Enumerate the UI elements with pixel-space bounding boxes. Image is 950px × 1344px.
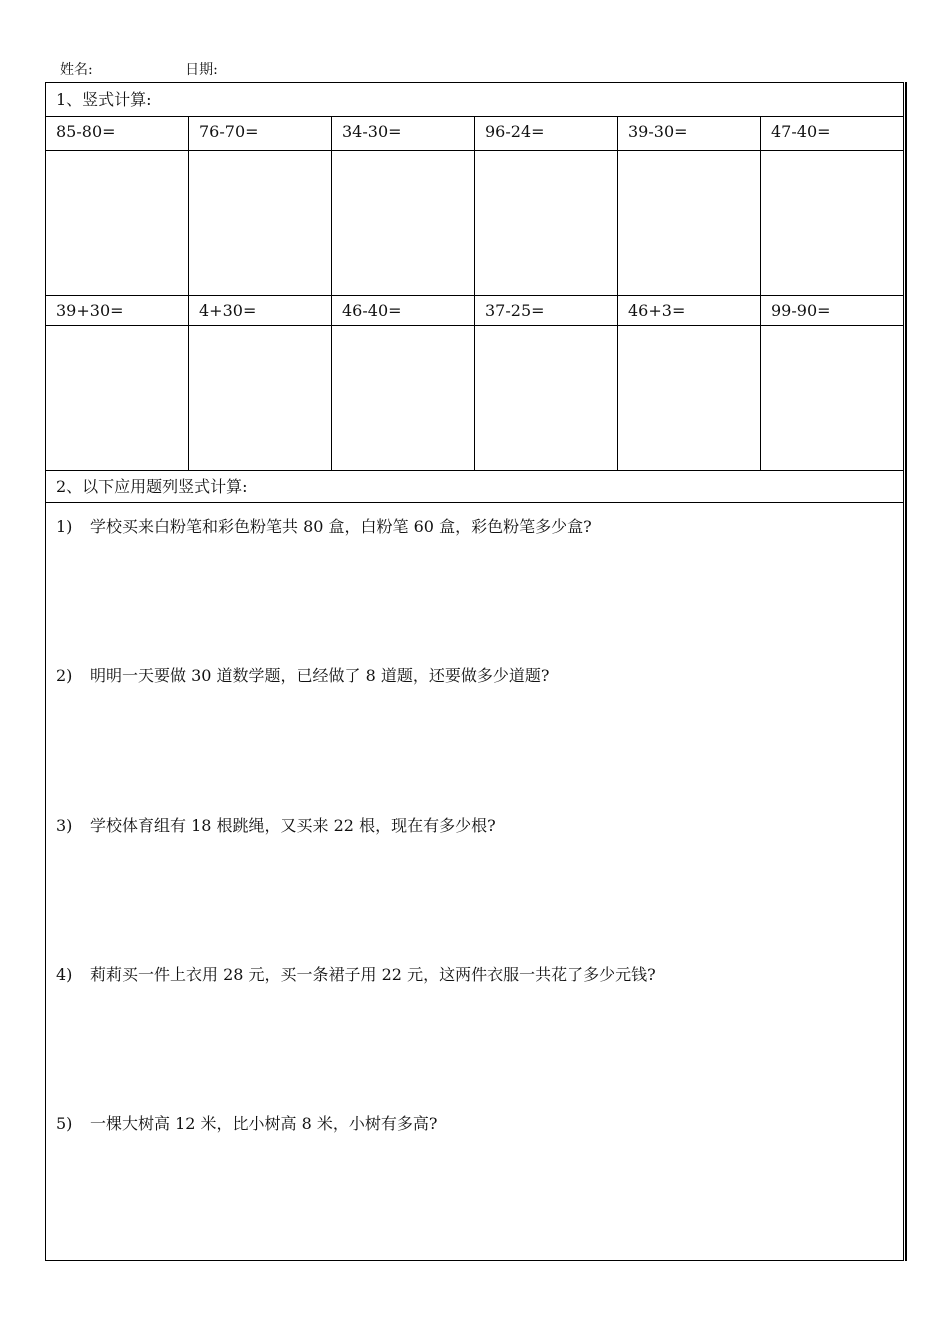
work-row-1: [46, 151, 903, 296]
word-problem: [56, 1112, 437, 1136]
problem-number: 5): [56, 1114, 73, 1133]
work-space[interactable]: [475, 326, 618, 470]
arithmetic-problem: 46+3=: [618, 296, 761, 325]
name-label: 姓名:: [60, 62, 93, 78]
word-problem: [56, 963, 656, 987]
work-space[interactable]: [618, 326, 761, 470]
section1-title-text: 1、竖式计算:: [56, 90, 152, 109]
arithmetic-problem: 4+30=: [189, 296, 332, 325]
table-right-border: [905, 82, 907, 1261]
arithmetic-problem: 47-40=: [771, 122, 831, 141]
problem-text: 明明一天要做 30 道数学题，已经做了 8 道题，还要做多少道题?: [90, 666, 550, 685]
work-space[interactable]: [332, 151, 475, 295]
arithmetic-problem: 39-30=: [618, 117, 761, 150]
section1-title: [46, 83, 903, 117]
problem-text: 学校体育组有 18 根跳绳，又买来 22 根，现在有多少根?: [90, 816, 496, 835]
arithmetic-problem: 46-40=: [332, 296, 475, 325]
problem-text: 学校买来白粉笔和彩色粉笔共 80 盒，白粉笔 60 盒，彩色粉笔多少盒?: [90, 517, 592, 536]
problem-number: 4): [56, 965, 73, 984]
work-space[interactable]: [618, 151, 761, 295]
problem-text: 莉莉买一件上衣用 28 元，买一条裙子用 22 元，这两件衣服一共花了多少元钱?: [90, 965, 656, 984]
arithmetic-problem: 96-24=: [475, 117, 618, 150]
problem-row-2: [46, 296, 903, 326]
work-space[interactable]: [475, 151, 618, 295]
worksheet-table: [45, 82, 904, 1261]
arithmetic-problem: 99-90=: [771, 301, 831, 320]
work-space[interactable]: [46, 326, 189, 470]
problem-number: 2): [56, 666, 73, 685]
arithmetic-problem: 34-30=: [332, 117, 475, 150]
problem-number: 1): [56, 517, 73, 536]
work-space[interactable]: [46, 151, 189, 295]
work-space[interactable]: [189, 151, 332, 295]
date-label: 日期:: [185, 62, 218, 78]
worksheet-header: [60, 60, 218, 80]
work-space[interactable]: [332, 326, 475, 470]
work-space[interactable]: [761, 151, 903, 295]
word-problem: [56, 814, 496, 838]
problem-text: 一棵大树高 12 米，比小树高 8 米，小树有多高?: [90, 1114, 438, 1133]
arithmetic-problem: 76-70=: [189, 117, 332, 150]
section2-title-text: 2、以下应用题列竖式计算:: [56, 477, 248, 496]
section2-title: [46, 471, 903, 503]
arithmetic-problem: 39+30=: [46, 296, 189, 325]
arithmetic-problem: 37-25=: [475, 296, 618, 325]
arithmetic-problem: 85-80=: [46, 117, 189, 150]
work-space[interactable]: [761, 326, 903, 470]
work-row-2: [46, 326, 903, 471]
word-problem: [56, 664, 549, 688]
word-problem: [56, 515, 592, 539]
work-space[interactable]: [189, 326, 332, 470]
problem-row-1: [46, 117, 903, 151]
problem-number: 3): [56, 816, 73, 835]
